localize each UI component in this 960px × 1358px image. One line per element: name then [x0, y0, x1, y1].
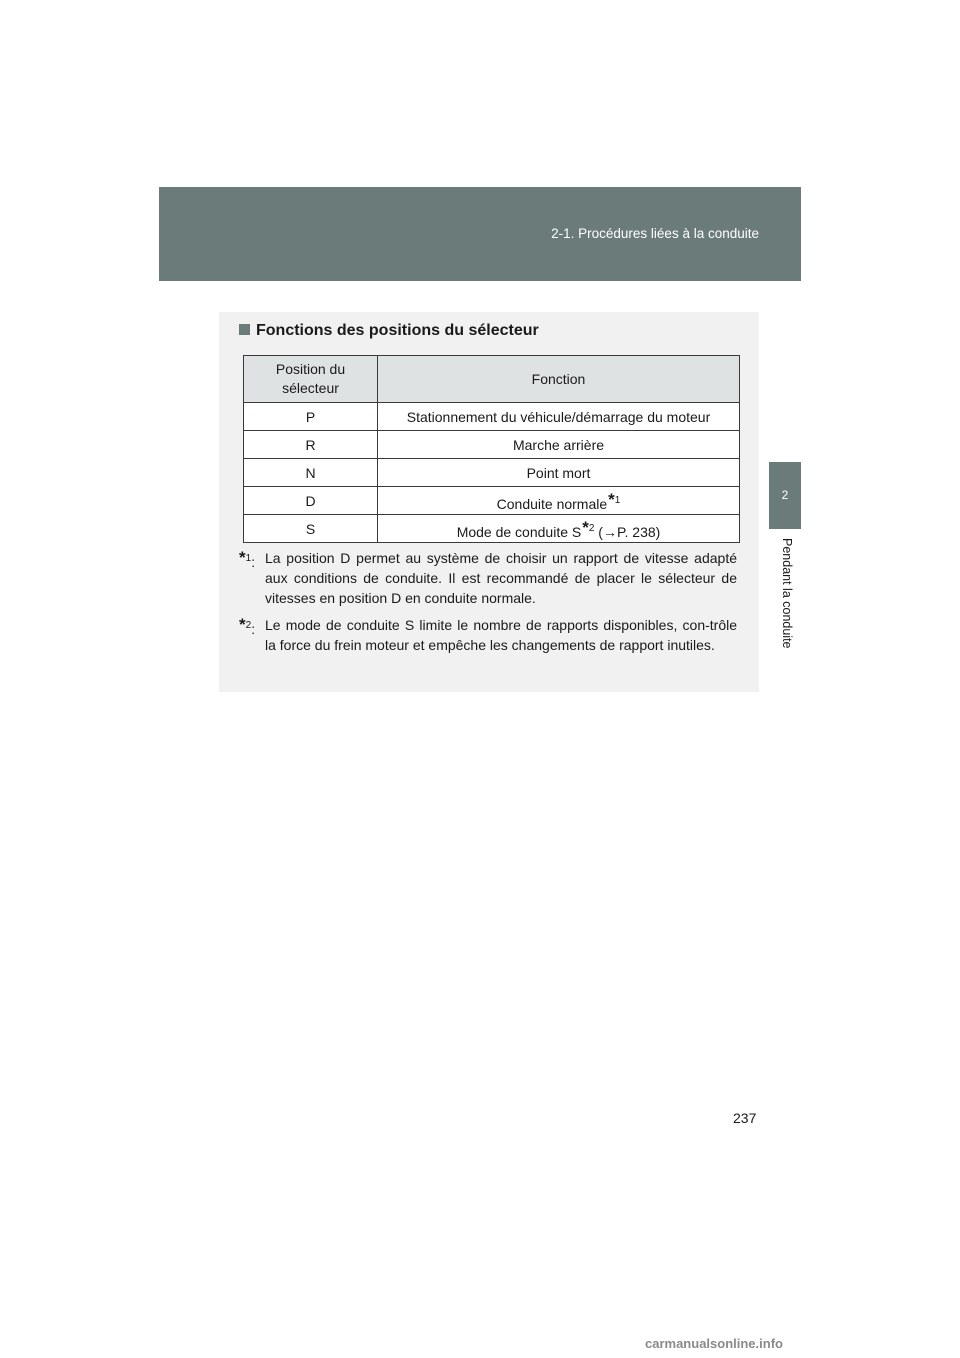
footnote-ref: 2: [588, 522, 595, 534]
watermark-link[interactable]: carmanualsonline.info: [645, 1336, 783, 1351]
position-cell: R: [244, 431, 378, 459]
footnote-2: [239, 615, 737, 655]
table-row: [244, 403, 740, 431]
chapter-number: 2: [781, 488, 789, 502]
position-cell: N: [244, 459, 378, 487]
table-row: [244, 487, 740, 515]
footnote-marker: *$^2$:: [239, 615, 256, 637]
table-header-row: [244, 356, 740, 403]
footnote-star-icon: *: [582, 517, 589, 537]
position-cell: P: [244, 403, 378, 431]
column-header-position: Position du sélecteur: [244, 356, 378, 403]
page-number: 237: [733, 1110, 757, 1126]
table-row: [244, 515, 740, 543]
footnote-text: Le mode de conduite S limite le nombre de rapports disponibles, con-trôle la force du frein moteur et empêche les changements de rapport inutiles.: [265, 617, 737, 653]
table-row: [244, 431, 740, 459]
position-cell: D: [244, 487, 378, 515]
chapter-tab: [769, 462, 801, 529]
footnote-1: [239, 548, 737, 608]
chapter-label: Pendant la conduite: [780, 538, 794, 649]
footnote-ref: 1: [614, 494, 621, 506]
square-bullet-icon: [239, 324, 250, 335]
function-cell: Stationnement du véhicule/démarrage du moteur: [378, 403, 740, 431]
function-cell: Point mort: [378, 459, 740, 487]
footnote-marker: *$^1$:: [239, 548, 256, 570]
page-reference-link[interactable]: P. 238: [616, 523, 656, 540]
column-header-function: Fonction: [378, 356, 740, 403]
arrow-right-icon: →: [602, 523, 617, 540]
info-panel: [219, 312, 759, 692]
footnote-star-icon: *: [608, 489, 615, 509]
function-cell: Marche arrière: [378, 431, 740, 459]
page-header: [159, 187, 801, 281]
function-cell: Mode de conduite S*$^2$ (→P. 238): [378, 515, 740, 543]
table-row: [244, 459, 740, 487]
section-heading-text: Fonctions des positions du sélecteur: [256, 322, 539, 339]
selector-positions-table: [243, 355, 740, 543]
position-cell: S: [244, 515, 378, 543]
section-heading: [239, 322, 539, 340]
footnote-text: La position D permet au système de choisir un rapport de vitesse adapté aux conditions de conduite. Il est recommandé de placer le sélecteur de vitesses en position D en conduite normale.: [265, 550, 737, 606]
section-breadcrumb: 2-1. Procédures liées à la conduite: [551, 226, 759, 241]
function-cell: Conduite normale*$^1$: [378, 487, 740, 515]
